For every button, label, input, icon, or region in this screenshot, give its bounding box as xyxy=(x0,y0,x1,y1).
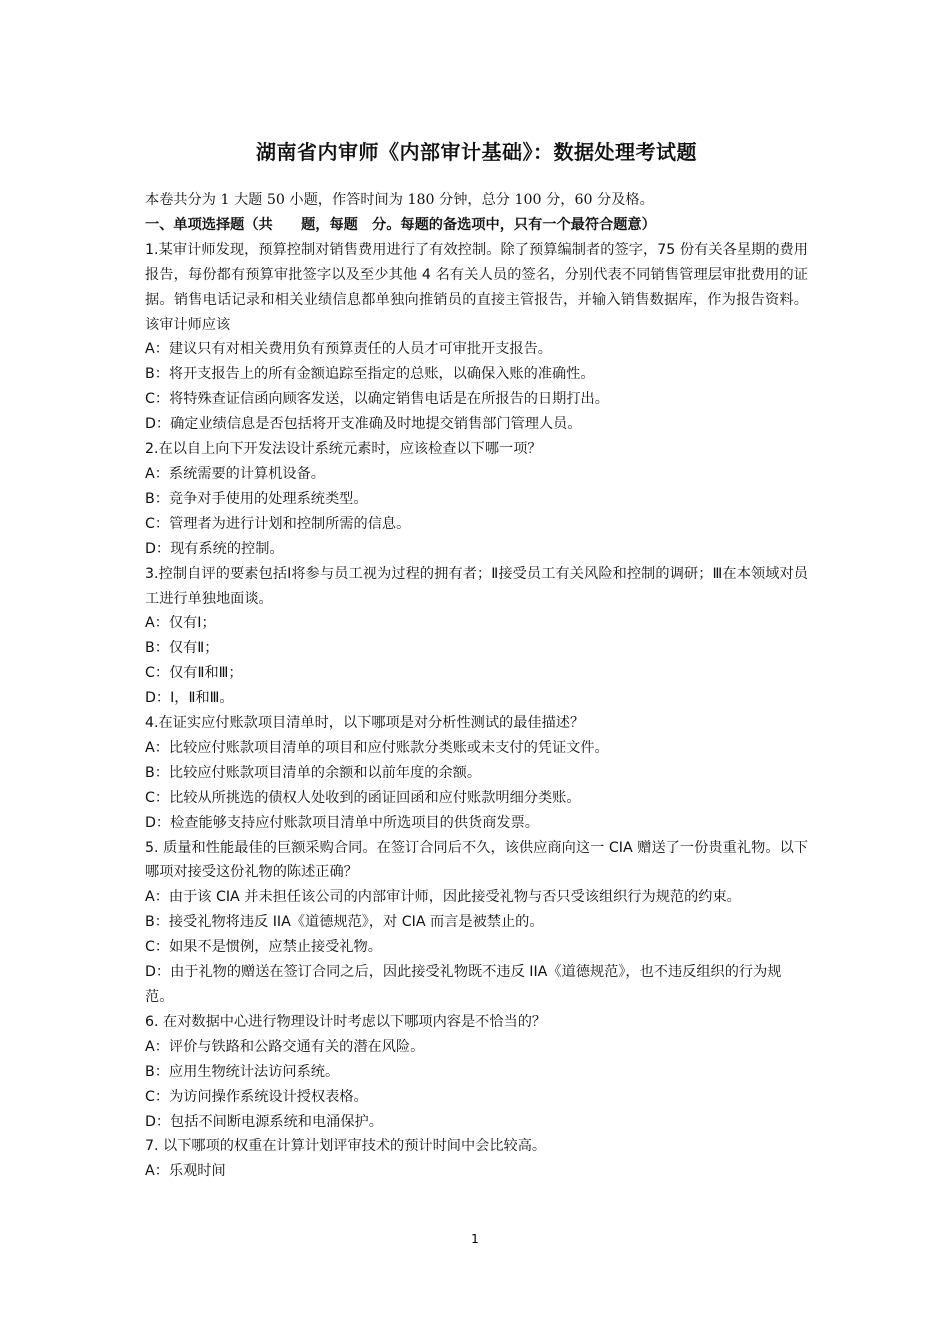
answer-option: A：仅有Ⅰ； xyxy=(145,615,216,632)
answer-option: D：检查能够支持应付账款项目清单中所选项目的供货商发票。 xyxy=(145,814,539,831)
question-text: 1.某审计师发现，预算控制对销售费用进行了有效控制。除了预算编制者的签字，75 份有关各星期的费用报告，每份都有预算审批签字以及至少其他 4 名有关人员的签名，分别代表不同销售管理层审批费用的证据。销售电话记录和相关业绩信息都单独向推销员的直接主管报告，并输入销售数据库，作为报告资料。该审计师应该 xyxy=(145,241,808,333)
answer-option: B：接受礼物将违反 IIA《道德规范》，对 CIA 而言是被禁止的。 xyxy=(145,914,544,931)
question-text: 4.在证实应付账款项目清单时，以下哪项是对分析性测试的最佳描述？ xyxy=(145,715,585,732)
document-title: 湖南省内审师《内部审计基础》：数据处理考试题 xyxy=(256,140,697,164)
page-number: 1 xyxy=(471,1232,479,1246)
question-block xyxy=(145,562,808,711)
exam-intro: 本卷共分为 1 大题 50 小题，作答时间为 180 分钟，总分 100 分，60 分及格。 xyxy=(145,192,654,208)
answer-option: C：如果不是惯例，应禁止接受礼物。 xyxy=(145,939,382,956)
answer-option: A：系统需要的计算机设备。 xyxy=(145,465,325,482)
question-block xyxy=(145,836,808,1010)
question-text: 5. 质量和性能最佳的巨额采购合同。在签订合同后不久，该供应商向这一 CIA 赠送了一份贵重礼物。以下哪项对接受这份礼物的陈述正确？ xyxy=(145,839,808,881)
answer-option: C：将特殊查证信函向顾客发送，以确定销售电话是在所报告的日期打出。 xyxy=(145,391,609,408)
question-block xyxy=(145,1134,808,1184)
answer-option: C：管理者为进行计划和控制所需的信息。 xyxy=(145,515,411,532)
answer-option: A：由于该 CIA 并未担任该公司的内部审计师，因此接受礼物与否只受该组织行为规范的约束。 xyxy=(145,889,741,906)
question-block xyxy=(145,238,808,437)
answer-option: B：将开支报告上的所有金额追踪至指定的总账，以确保入账的准确性。 xyxy=(145,366,595,383)
section-heading: 一、单项选择题（共 题，每题 分。每题的备选项中，只有一个最符合题意） xyxy=(145,216,656,233)
question-text: 6. 在对数据中心进行物理设计时考虑以下哪项内容是不恰当的？ xyxy=(145,1013,547,1030)
answer-option: D：由于礼物的赠送在签订合同之后，因此接受礼物既不违反 IIA《道德规范》，也不违反组织的行为规范。 xyxy=(145,964,782,1005)
answer-option: B：应用生物统计法访问系统。 xyxy=(145,1063,340,1080)
answer-option: D：现有系统的控制。 xyxy=(145,540,284,557)
answer-option: D：确定业绩信息是否包括将开支准确及时地提交销售部门管理人员。 xyxy=(145,416,582,433)
answer-option: A：乐观时间 xyxy=(145,1163,226,1180)
question-text: 3.控制自评的要素包括Ⅰ将参与员工视为过程的拥有者；Ⅱ接受员工有关风险和控制的调研；Ⅲ在本领域对员工进行单独地面谈。 xyxy=(145,565,808,607)
answer-option: A：建议只有对相关费用负有预算责任的人员才可审批开支报告。 xyxy=(145,341,552,358)
answer-option: B：仅有Ⅱ； xyxy=(145,640,219,657)
answer-option: D：Ⅰ，Ⅱ和Ⅲ。 xyxy=(145,690,234,707)
question-block xyxy=(145,437,808,562)
answer-option: C：为访问操作系统设计授权表格。 xyxy=(145,1088,368,1105)
question-block xyxy=(145,711,808,836)
question-block xyxy=(145,1010,808,1135)
answer-option: C：仅有Ⅱ和Ⅲ； xyxy=(145,665,243,682)
question-text: 7. 以下哪项的权重在计算计划评审技术的预计时间中会比较高。 xyxy=(145,1138,547,1155)
answer-option: B：竞争对手使用的处理系统类型。 xyxy=(145,490,368,507)
question-text: 2.在以自上向下开发法设计系统元素时，应该检查以下哪一项？ xyxy=(145,441,542,458)
answer-option: A：比较应付账款项目清单的项目和应付账款分类账或未支付的凭证文件。 xyxy=(145,739,609,756)
answer-option: A：评价与铁路和公路交通有关的潜在风险。 xyxy=(145,1038,425,1055)
answer-option: D：包括不间断电源系统和电涌保护。 xyxy=(145,1113,383,1130)
answer-option: C：比较从所挑选的债权人处收到的函证回函和应付账款明细分类账。 xyxy=(145,789,581,806)
question-list xyxy=(145,238,808,1184)
answer-option: B：比较应付账款项目清单的余额和以前年度的余额。 xyxy=(145,764,482,781)
